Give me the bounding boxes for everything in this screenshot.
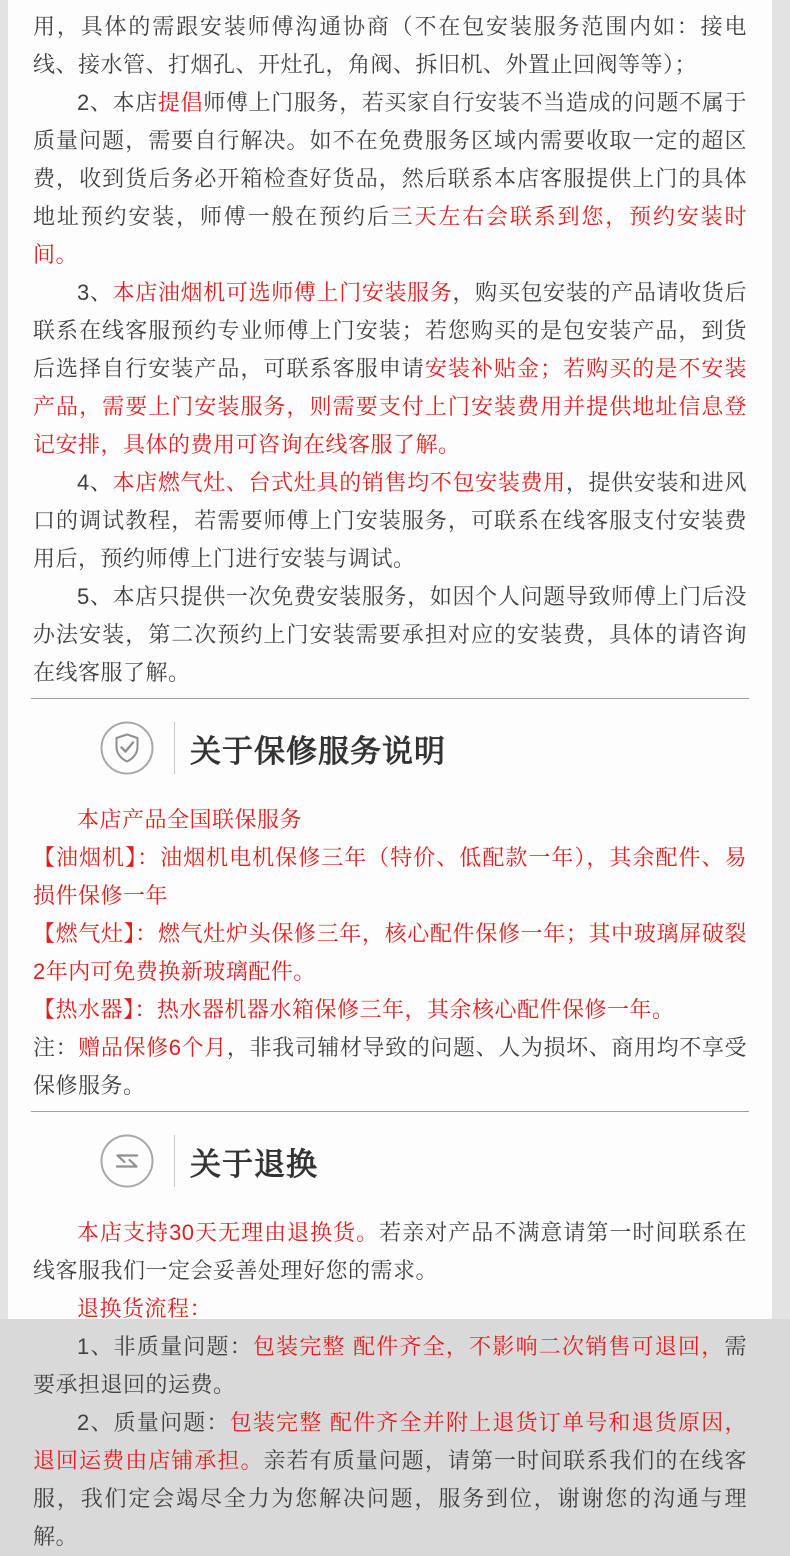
text-segment: 4、 [77, 470, 113, 495]
returns-paragraph-quality [33, 1404, 747, 1556]
highlighted-text-segment: 赠品保修6个月 [78, 1035, 227, 1060]
text-segment: 亲若有质量问题，请第一时间联系我们的在线客服，我们定会竭尽全力为您解决问题，服务到位，谢谢您的沟通与理解。 [33, 1448, 747, 1549]
warranty-paragraph-note [33, 1029, 747, 1105]
returns-section-header [22, 1112, 758, 1200]
warranty-section-title: 关于保修服务说明 [190, 733, 446, 769]
highlighted-text-segment: 【燃气灶】：燃气灶炉头保修三年，核心配件保修一年；其中玻璃屏破裂2年内可免费换新玻璃配件。 [33, 921, 747, 984]
warranty-paragraph-heater [33, 991, 747, 1029]
warranty-paragraph-intro [33, 801, 747, 839]
product-detail-card [8, 0, 772, 1549]
install-paragraph-continued [33, 8, 747, 84]
text-segment: 用，具体的需跟安装师傅沟通协商（不在包安装服务范围内如：接电线、接水管、打烟孔、开灶孔，角阀、拆旧机、外置止回阀等等）； [33, 14, 747, 77]
install-paragraph-3 [33, 274, 747, 464]
install-paragraph-5 [33, 578, 747, 692]
header-divider-bar [174, 1135, 175, 1187]
returns-paragraph-non-quality [33, 1328, 747, 1404]
highlighted-text-segment: 三天左右会联系到您，预约安装时间。 [33, 204, 747, 267]
text-segment: ，购买包安装的产品请收货后联系在线客服预约专业师傅上门安装；若您购买的是包安装产品，到货后选择自行安装产品，可联系客服申请 [33, 280, 747, 381]
text-segment: 需要承担退回的运费。 [33, 1334, 747, 1397]
text-segment: 3、 [77, 280, 113, 305]
highlighted-text-segment: 本店燃气灶、台式灶具的销售均不包安装费用 [112, 470, 566, 495]
text-segment: 师傅上门服务，若买家自行安装不当造成的问题不属于质量问题，需要自行解决。如不在免费服务区域内需要收取一定的超区费，收到货后务必开箱检查好货品，然后联系本店客服提供上门的具体地址预约安装，师傅一般在预约后 [33, 90, 747, 229]
returns-section-title: 关于退换 [190, 1146, 318, 1182]
highlighted-text-segment: 本店支持30天无理由退换货。 [77, 1220, 380, 1245]
shield-check-icon [100, 721, 154, 775]
install-paragraph-2 [33, 84, 747, 274]
highlighted-text-segment: 包装完整 配件齐全并附上退货订单号和退货原因，退回运费由店铺承担。 [33, 1410, 747, 1473]
highlighted-text-segment: 本店油烟机可选师傅上门安装服务 [112, 280, 453, 305]
text-segment: ，提供安装和进风口的调试教程，若需要师傅上门安装服务，可联系在线客服支付安装费用后，预约师傅上门进行安装与调试。 [33, 470, 747, 571]
text-segment: 注： [33, 1035, 79, 1060]
warranty-paragraph-hood [33, 839, 747, 915]
warranty-section-header [22, 699, 758, 787]
warranty-section-body [22, 787, 758, 1105]
text-segment: 5、本店只提供一次免费安装服务，如因个人问题导致师傅上门后没办法安装，第二次预约上门安装需要承担对应的安装费，具体的请咨询在线客服了解。 [33, 584, 747, 685]
text-segment: 1、非质量问题： [77, 1334, 253, 1359]
install-service-section [22, 8, 758, 692]
install-paragraph-4 [33, 464, 747, 578]
returns-paragraph-policy [33, 1214, 747, 1290]
text-segment: 若亲对产品不满意请第一时间联系在线客服我们一定会妥善处理好您的需求。 [33, 1220, 747, 1283]
highlighted-text-segment: 本店产品全国联保服务 [77, 807, 303, 832]
highlighted-text-segment: 【热水器】：热水器机器水箱保修三年，其余核心配件保修一年。 [33, 997, 675, 1022]
highlighted-text-segment: 提倡 [157, 90, 204, 115]
warranty-paragraph-stove [33, 915, 747, 991]
highlighted-text-segment: 【油烟机】：油烟机电机保修三年（特价、低配款一年），其余配件、易损件保修一年 [33, 845, 747, 908]
swap-arrows-icon [100, 1134, 154, 1188]
returns-section-body [22, 1200, 758, 1556]
text-segment: 2、质量问题： [77, 1410, 230, 1435]
highlighted-text-segment: 退换货流程： [77, 1296, 213, 1321]
highlighted-text-segment: 安装补贴金；若购买的是不安装产品，需要上门安装服务，则需要支付上门安装费用并提供地址信息登记安排，具体的费用可咨询在线客服了解。 [33, 356, 747, 457]
header-divider-bar [174, 722, 175, 774]
text-segment: ，非我司辅材导致的问题、人为损坏、商用均不享受保修服务。 [33, 1035, 747, 1098]
text-segment: 2、本店 [77, 90, 158, 115]
highlighted-text-segment: 包装完整 配件齐全，不影响二次销售可退回， [252, 1334, 725, 1359]
